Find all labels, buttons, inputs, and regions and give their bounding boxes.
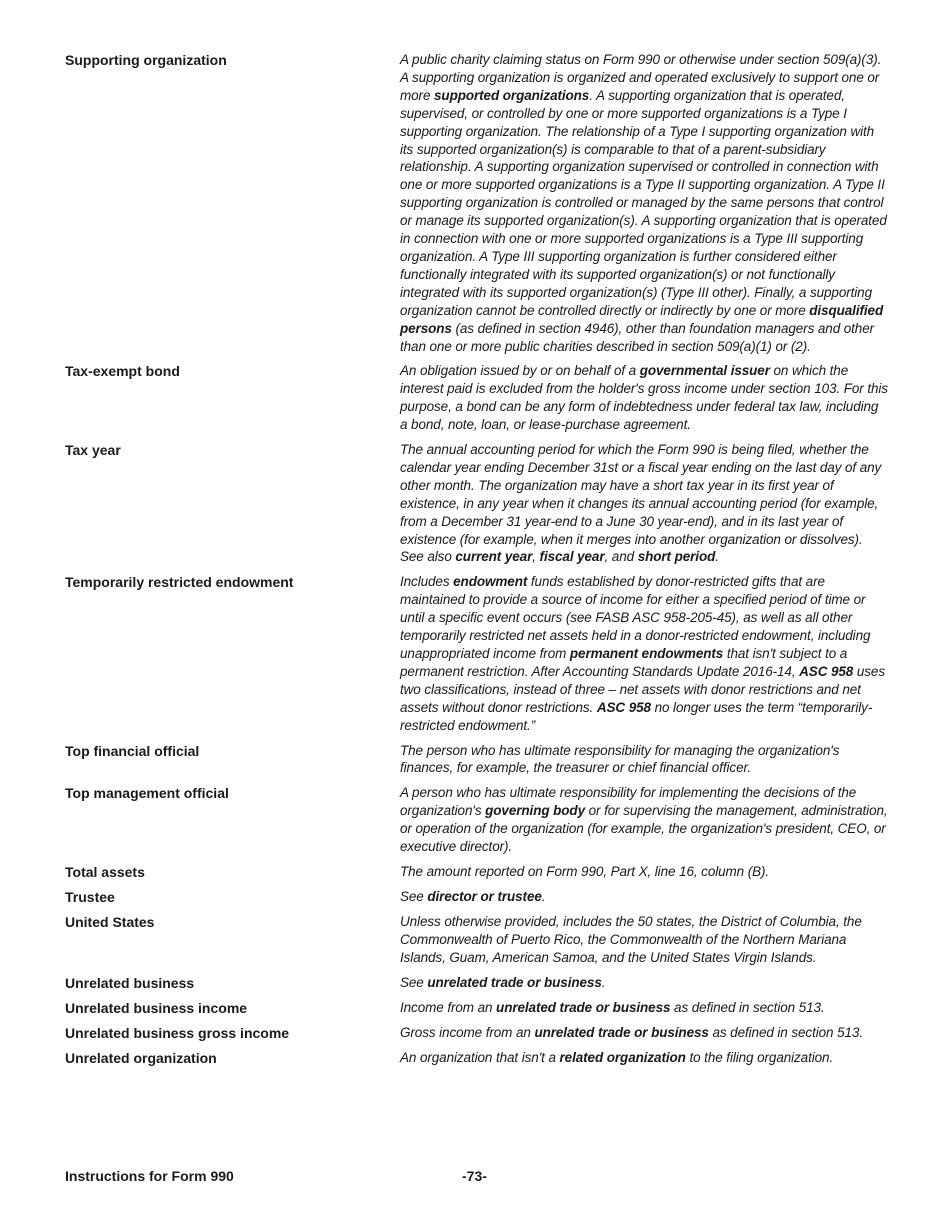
definition-text: no longer uses the term “temporarily-restricted endowment.”: [400, 699, 873, 733]
definition-text: .: [715, 549, 719, 565]
defined-term-reference: supported organizations: [434, 87, 590, 103]
glossary-term: Unrelated business income: [65, 999, 248, 1016]
glossary-definition: [400, 1024, 888, 1042]
definition-text: Income from an: [400, 999, 497, 1015]
definition-text: . A supporting organization that is operated, supervised, or controlled by one or more supported organizations is a Type I supporting organization. The relationship of a Type I supporting organization with its supported organization(s) is comparable to that of a parent-subsidiary relationship. A supporting organization supervised or controlled in connection with one or more supported organizations is a Type II supporting organization. A Type II supporting organization is controlled or managed by the same persons that control or manage its supported organization(s). A supporting organization that is operated in connection with one or more supported organizations is a Type III supporting organization. A Type III supporting organization is further considered either functionally integrated with its supported organization(s) or not functionally integrated with its supported organization(s) (Type III other). Finally, a supporting organization cannot be controlled directly or indirectly by one or more: [400, 87, 887, 318]
definition-text: that isn't subject to a permanent restriction. After Accounting Standards Update 2016-14,: [400, 646, 848, 679]
definition-text: ,: [532, 549, 540, 565]
footer-title: Instructions for Form 990: [65, 1168, 234, 1184]
definition-text: The person who has ultimate responsibility for managing the organization's finances, for example, the treasurer or chief financial officer.: [400, 742, 840, 776]
glossary-definition: [400, 888, 888, 906]
glossary-entry: [65, 362, 890, 434]
definition-text: The annual accounting period for which the Form 990 is being filed, whether the calendar year ending December 31st or a fiscal year ending on the last day of any other month. The organization may have a short tax year in its first year of existence, in any year when it changes its annual accounting period (for example, from a December 31 year-end to a June 30 year-end), and in its last year of existence (for example, when it merges into another organization or dissolves). See also: [400, 442, 882, 565]
defined-term-reference: ASC 958: [799, 663, 854, 679]
glossary-entry: [65, 863, 890, 881]
glossary-definition: [400, 784, 888, 856]
page-number: -73-: [462, 1168, 487, 1184]
glossary-definition: [400, 999, 888, 1017]
defined-term-reference: governing body: [485, 803, 585, 819]
glossary-term: Tax year: [65, 442, 121, 459]
defined-term-reference: disqualified persons: [400, 302, 884, 336]
defined-term-reference: governmental issuer: [639, 363, 770, 379]
definition-text: on which the interest paid is excluded from the holder's gross income under section 103. For this purpose, a bond can be any form of indebtedness under federal tax law, including a bond, note, loan, or lease-purchase agreement.: [400, 363, 888, 433]
glossary-definition: [400, 441, 888, 566]
glossary-entry: [65, 742, 890, 778]
definition-text: An organization that isn't a: [400, 1049, 560, 1065]
definition-text: .: [541, 888, 546, 904]
defined-term-reference: unrelated trade or business: [496, 999, 671, 1015]
definition-text: A public charity claiming status on Form 990 or otherwise under section 509(a)(3). A supporting organization is organized and operated exclusively to support one or more: [400, 52, 882, 103]
glossary-entry: [65, 784, 890, 856]
glossary-term: Unrelated organization: [65, 1049, 217, 1066]
defined-term-reference: permanent endowments: [569, 646, 724, 661]
definition-text: as defined in section 513.: [670, 999, 825, 1015]
glossary-term: Tax-exempt bond: [65, 363, 180, 380]
glossary-definition: [400, 863, 888, 881]
glossary-definition: [400, 362, 888, 434]
glossary-entry: [65, 974, 890, 992]
glossary-definition: [400, 573, 888, 734]
definition-text: (as defined in section 4946), other than foundation managers and other than one or more public charities described in section 509(a)(1) or (2).: [400, 320, 875, 354]
glossary-entry: [65, 913, 890, 967]
glossary-term: Total assets: [65, 863, 145, 880]
definition-text: Unless otherwise provided, includes the 50 states, the District of Columbia, the Commonwealth of Puerto Rico, the Commonwealth of the Northern Mariana Islands, Guam, American Samoa, and the United States Virgin Islands.: [400, 913, 862, 965]
defined-term-reference: ASC 958: [596, 699, 651, 715]
glossary-entry: [65, 999, 890, 1017]
glossary-entry: [65, 1049, 890, 1067]
definition-text: Includes: [400, 574, 454, 590]
definition-text: See: [400, 888, 428, 904]
glossary-entry: [65, 51, 890, 355]
glossary-definition: [400, 913, 888, 967]
glossary-definition: [400, 742, 888, 778]
glossary-entry: [65, 441, 890, 566]
defined-term-reference: unrelated trade or business: [534, 1024, 709, 1040]
glossary-entry: [65, 888, 890, 906]
definition-text: Gross income from an: [400, 1024, 535, 1040]
glossary-term: Temporarily restricted endowment: [65, 574, 294, 591]
definition-text: funds established by donor-restricted gifts that are maintained to provide a source of income for either a specified period of time or until a specific event occurs (see FASB ASC 958-205-45), as well as all other temporarily restricted net assets held in a donor-restricted endowment, including unappropriated income from: [400, 574, 871, 661]
definition-text: to the filing organization.: [685, 1049, 834, 1065]
definition-text: A person who has ultimate responsibility for implementing the decisions of the organization's: [400, 785, 857, 819]
glossary-term: Top financial official: [65, 742, 200, 759]
defined-term-reference: fiscal year: [539, 549, 605, 565]
glossary-term: Supporting organization: [65, 52, 227, 68]
defined-term-reference: short period: [637, 549, 716, 565]
glossary-term: Top management official: [65, 785, 229, 802]
glossary-definition: [400, 974, 888, 992]
definition-text: .: [601, 974, 606, 990]
definition-text: The amount reported on Form 990, Part X, line 16, column (B).: [400, 863, 770, 879]
glossary-definition: [400, 1049, 888, 1067]
defined-term-reference: endowment: [453, 574, 528, 590]
definition-text: An obligation issued by or on behalf of a: [400, 363, 640, 379]
glossary-definition: [400, 51, 888, 355]
definition-text: uses two classifications, instead of three – net assets with donor restrictions and net assets without donor restrictions.: [400, 663, 885, 715]
defined-term-reference: unrelated trade or business: [427, 974, 602, 990]
defined-term-reference: related organization: [559, 1049, 686, 1065]
glossary-term: Unrelated business gross income: [65, 1024, 290, 1041]
glossary-term: United States: [65, 913, 155, 930]
definition-text: See: [400, 974, 428, 990]
definition-text: as defined in section 513.: [708, 1024, 863, 1040]
glossary-term: Unrelated business: [65, 974, 195, 991]
definition-text: , and: [604, 549, 638, 565]
glossary-list: [65, 51, 890, 1074]
glossary-entry: [65, 1024, 890, 1042]
defined-term-reference: director or trustee: [427, 888, 542, 904]
glossary-entry: [65, 573, 890, 734]
defined-term-reference: current year: [455, 549, 533, 565]
glossary-term: Trustee: [65, 888, 115, 905]
definition-text: or for supervising the management, administration, or operation of the organization (for example, the organization's president, CEO, or executive director).: [400, 803, 888, 855]
